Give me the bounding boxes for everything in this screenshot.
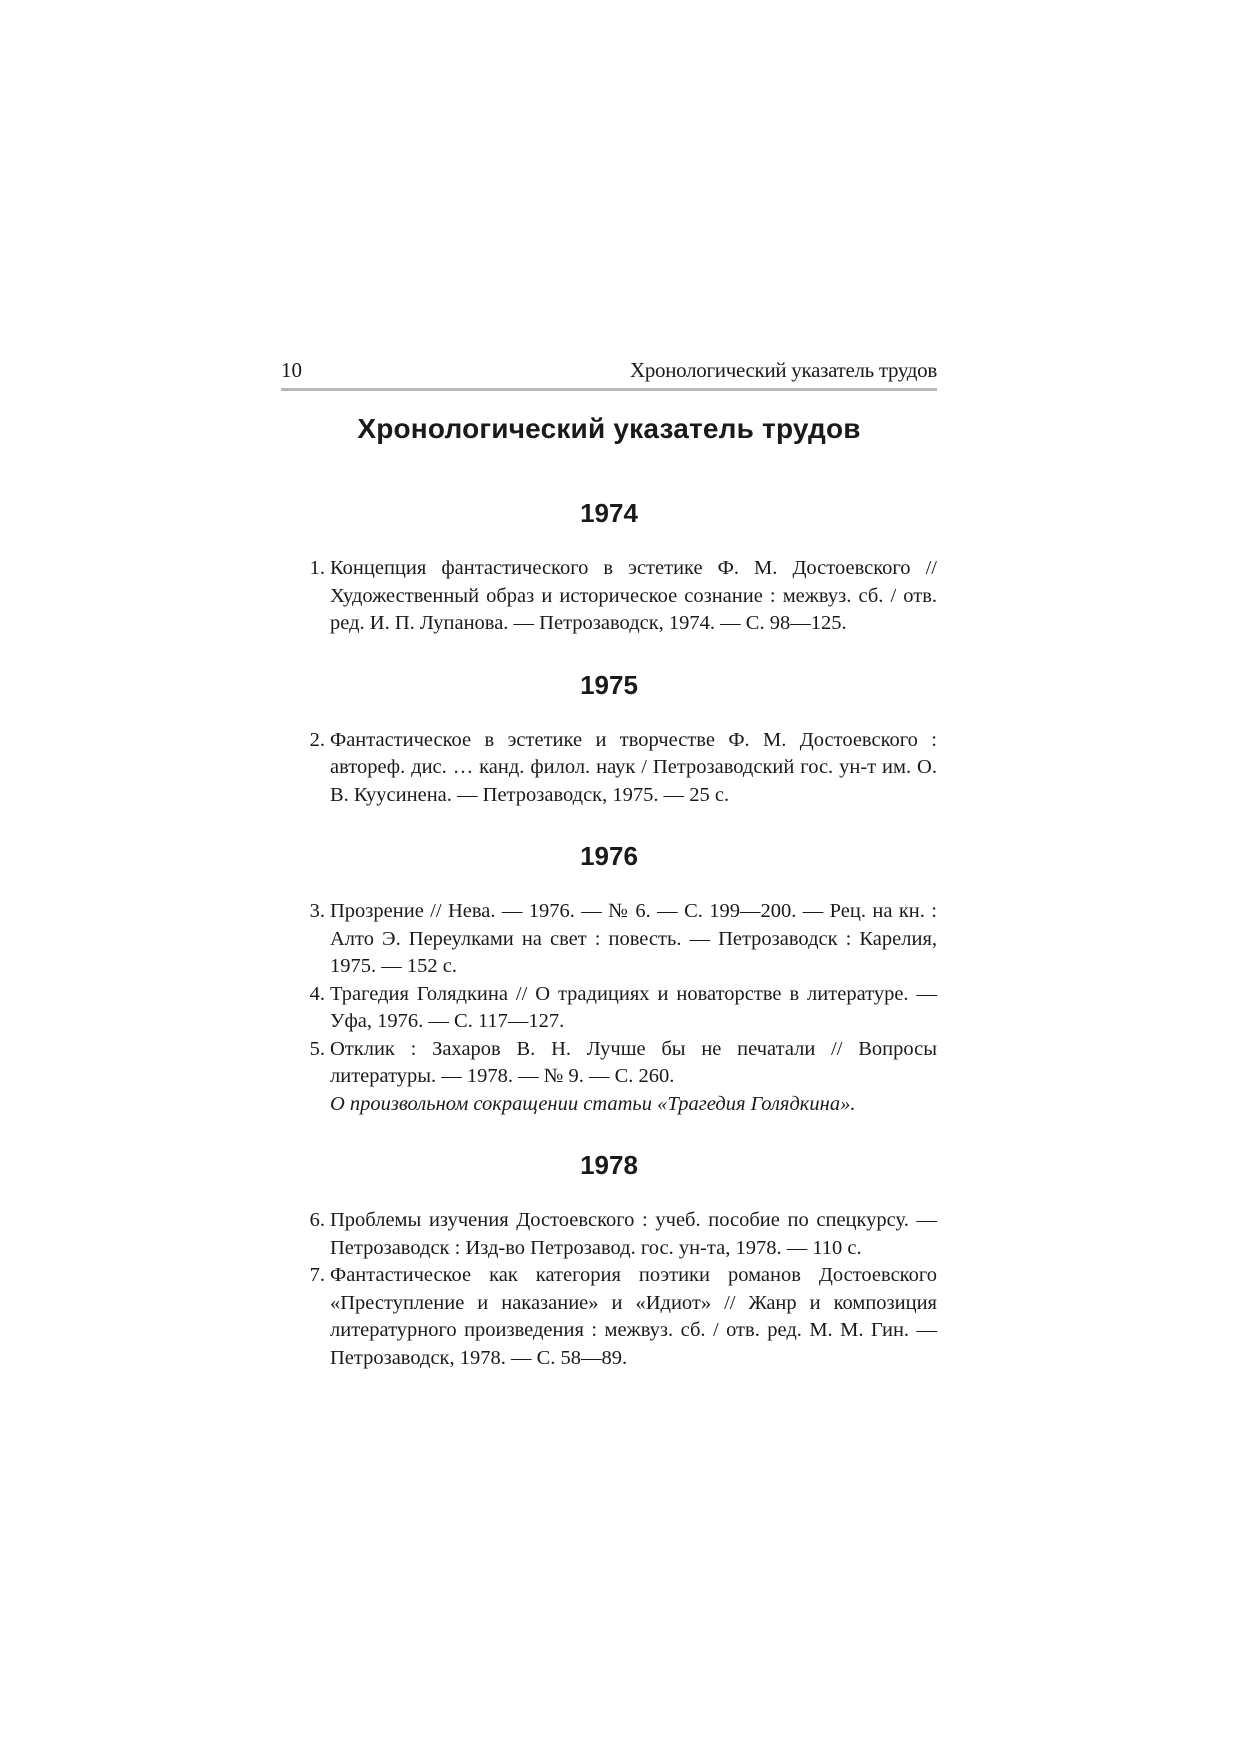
bibliography-entry: [281, 1036, 937, 1119]
entry-text: Проблемы изучения Достоевского : учеб. пособие по спецкурсу. — Петрозаводск : Изд-во Петрозавод. гос. ун-та, 1978. — 110 с.: [330, 1209, 937, 1259]
year-heading: 1978: [580, 1150, 638, 1180]
entry-number: 4.: [309, 982, 325, 1005]
entry-list: [281, 555, 937, 638]
bibliography-entry: [281, 1262, 937, 1372]
entry-number: 6.: [309, 1209, 325, 1231]
year-section-1974: [281, 496, 937, 638]
entry-list: [281, 898, 937, 1118]
bibliography-entry: [281, 1207, 937, 1262]
bibliography: [281, 496, 937, 1372]
running-head-title: Хронологический указатель трудов: [629, 358, 937, 382]
bibliography-entry: [281, 898, 937, 981]
entry-note: О произвольном сокращении статьи «Трагедия Голядкина».: [330, 1092, 856, 1115]
year-section-1978: [281, 1148, 937, 1372]
entry-text: Концепция фантастического в эстетике Ф. М. Достоевского // Художественный образ и историческое сознание : межвуз. сб. / отв. ред. И. П. Лупанова. — Петрозаводск, 1974. — С. 98—125.: [330, 557, 937, 634]
year-heading: 1975: [580, 669, 638, 700]
header-rule: [281, 388, 937, 391]
bibliography-entry: [281, 981, 937, 1036]
entry-text: Прозрение // Нева. — 1976. — № 6. — С. 199—200. — Рец. на кн. : Алто Э. Переулками на свет : повесть. — Петрозаводск : Карелия, 1975. — 152 с.: [330, 900, 937, 977]
entry-list: [281, 727, 937, 810]
entry-text: Фантастическое в эстетике и творчестве Ф. М. Достоевского : автореф. дис. … канд. филол. наук / Петрозаводский гос. ун-т им. О. В. Куусинена. — Петрозаводск, 1975. — 25 с.: [330, 728, 937, 806]
year-heading: 1974: [580, 498, 638, 528]
entry-number: 5.: [309, 1037, 325, 1060]
year-section-1975: [281, 668, 937, 810]
entry-number: 3.: [309, 900, 325, 922]
running-head: [281, 358, 937, 392]
page-title: Хронологический указатель трудов: [357, 413, 861, 444]
entry-text: Трагедия Голядкина // О традициях и новаторстве в литературе. — Уфа, 1976. — С. 117—127.: [330, 982, 937, 1032]
entry-number: 2.: [309, 728, 325, 751]
entry-text: Отклик : Захаров В. Н. Лучше бы не печатали // Вопросы литературы. — 1978. — № 9. — С. 260.: [330, 1037, 937, 1087]
entry-number: 1.: [309, 557, 325, 579]
page-number: 10: [281, 358, 302, 382]
entry-list: [281, 1207, 937, 1372]
entry-text: Фантастическое как категория поэтики романов Достоевского «Преступление и наказание» и «Идиот» // Жанр и композиция литературного произведения : межвуз. сб. / отв. ред. М. М. Гин. — Петрозаводск, 1978. — С. 58—89.: [330, 1264, 937, 1369]
bibliography-entry: [281, 555, 937, 638]
bibliography-entry: [281, 727, 937, 810]
year-section-1976: [281, 839, 937, 1118]
entry-number: 7.: [309, 1264, 325, 1286]
year-heading: 1976: [580, 841, 638, 871]
